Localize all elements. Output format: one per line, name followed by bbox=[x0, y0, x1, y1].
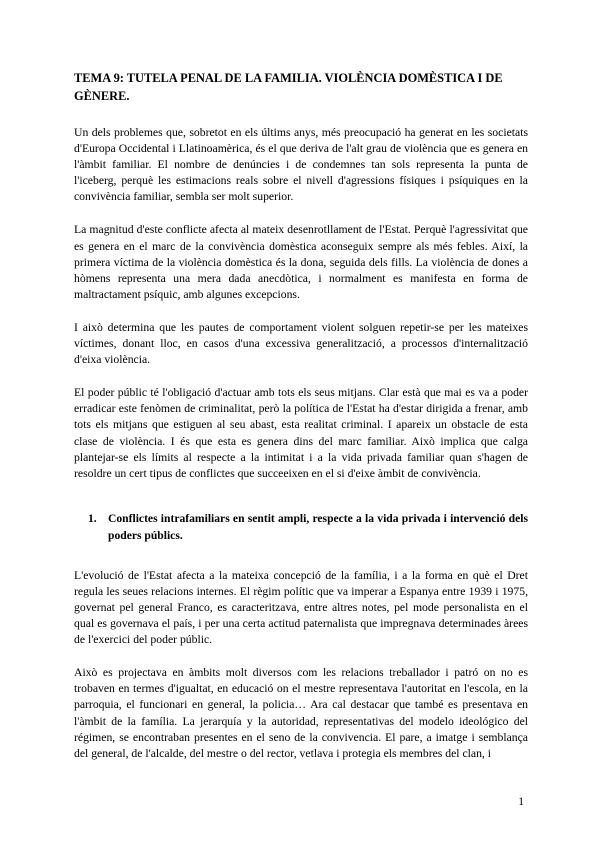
intro-paragraph-4: El poder públic té l'obligació d'actuar amb tots els seus mitjans. Clar està que mai es va a poder erradicar este fenòmen de criminalitat, però la política de l'Estat ha d'estar dirigida a frenar, amb tots els mitjans que estiguen al seu abast, esta realitat criminal. I apareix un obstacle de esta clase de violència. I és que esta es genera dins del marc familiar. Això implica que calga plantejar-se els límits al respecte a la intimitat i a la vida privada familiar quan s'hagen de resoldre un cert tipus de conflictes que succeeixen en el si d'eixe àmbit de convivència. bbox=[74, 386, 528, 480]
intro-paragraph-1: Un dels problemes que, sobretot en els últims anys, més preocupació ha generat en les societats d'Europa Occidental i Llatinoamèrica, és el que deriva de l'alt grau de violència que es genera en l'àmbit familiar. El nombre de denúncies i de condemnes tan sols representa la punta de l'iceberg, perquè les estimacions reals sobre el nivell d'agressions físiques i psíquiques en la convivència familiar, sembla ser molt superior. bbox=[74, 126, 528, 204]
section-heading-text: Conflictes intrafamiliars en sentit ampli, respecte a la vida privada i intervenció dels poders públics. bbox=[108, 511, 528, 542]
section-paragraph-1: L'evolució de l'Estat afecta a la mateixa concepció de la família, i a la forma en què el Dret regula les seues relacions internes. El règim polític que va imperar a Espanya entre 1939 i 1975, governat pel general Franco, es caracteritzava, entre altres notes, pel mode personalista en el qual es governava el país, i per una certa actitud paternalista que impregnava determinades àrees de l'exercici del poder públic. bbox=[74, 568, 528, 647]
page-number: 1 bbox=[518, 796, 524, 808]
section-paragraph-2: Això es projectava en àmbits molt diversos com les relacions treballador i patró on no es trobaven en termes d'igualtat, en educació on el mestre representava l'autoritat en l'escola, en la parroquia, el funcionari en general, la policia… Ara cal destacar que també es presentava en l'àmbit de la família. La jerarquía y la autoridad, representativas del modelo ideológico del régimen, se encontraban presentes en el seno de la convivencia. El pare, a imatge i semblança del general, de l'alcalde, del mestre o del rector, vetlava i protegia els membres del clan, i bbox=[74, 666, 528, 760]
document-title: TEMA 9: TUTELA PENAL DE LA FAMILIA. VIOLÈNCIA DOMÈSTICA I DE GÈNERE. bbox=[74, 71, 503, 103]
section-number: 1. bbox=[88, 511, 97, 525]
intro-paragraph-2: La magnitud d'este conflicte afecta al mateix desenrotllament de l'Estat. Perquè l'agressivitat que es genera en el marc de la convivència domèstica aconseguix sempre als més febles. Així, la primera víctima de la violència domèstica és la dona, seguida dels fills. La violència de dones a hòmens representa una mera dada anecdòtica, i normalment es manifesta en forma de maltractament psíquic, amb algunes excepcions. bbox=[74, 223, 528, 301]
page-content bbox=[74, 70, 528, 779]
intro-paragraph-3: I això determina que les pautes de comportament violent solguen repetir-se per les mateixes víctimes, donant lloc, en casos d'una excessiva generalització, a processos d'internalització d'eixa violència. bbox=[74, 320, 528, 367]
section-heading bbox=[88, 510, 528, 544]
